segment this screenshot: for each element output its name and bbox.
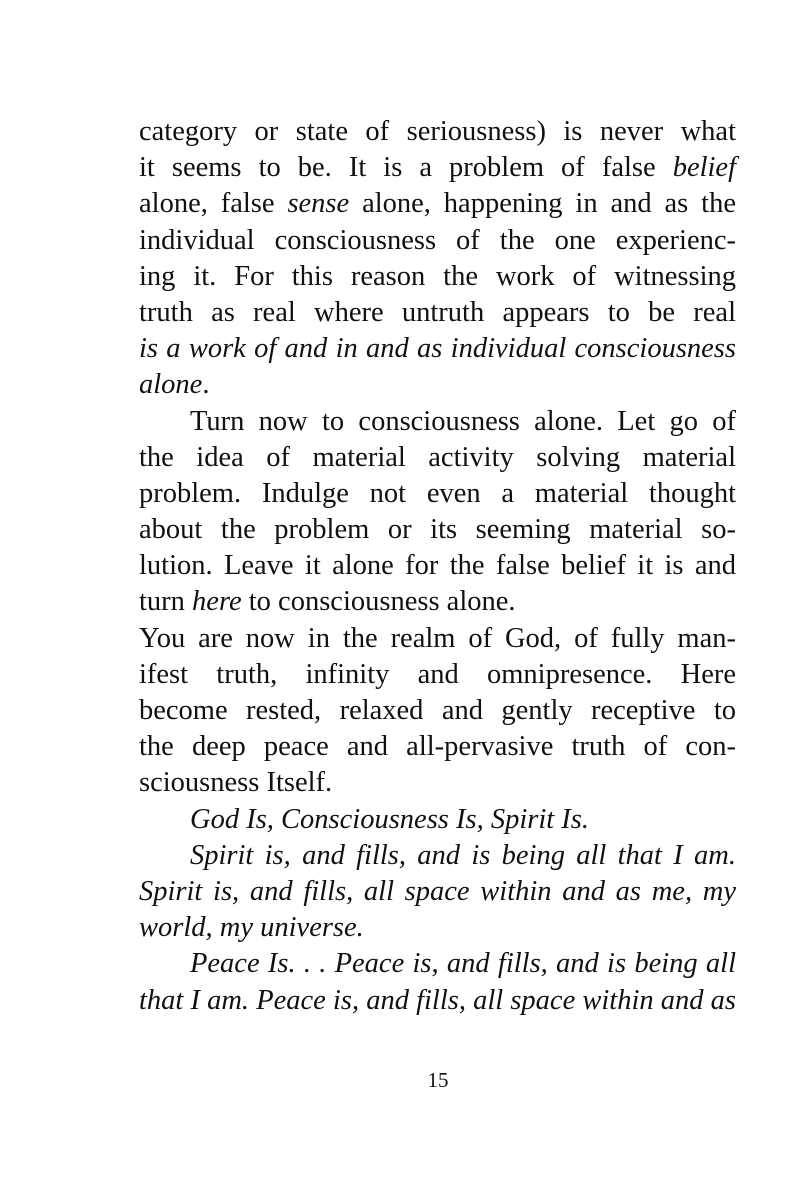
page-body-text [139, 114, 736, 1019]
text-line [139, 657, 736, 693]
text-segment: alone, false [139, 188, 288, 220]
text-line [139, 946, 736, 982]
italic-text-segment: here [192, 586, 242, 618]
text-line [139, 259, 736, 295]
text-segment: truth as real where untruth appears to be real [139, 296, 736, 328]
text-segment: the deep peace and all-pervasive truth of con- [139, 731, 736, 763]
text-line [139, 729, 736, 765]
text-line [139, 621, 736, 657]
text-segment: become rested, relaxed and gently receptive to [139, 695, 736, 726]
italic-text-segment: God Is, Consciousness Is, Spirit Is. [190, 803, 590, 835]
text-line [139, 440, 736, 476]
text-line [139, 584, 736, 620]
text-line [139, 223, 736, 259]
italic-text-segment: alone [139, 369, 203, 401]
italic-text-segment: Spirit is, and fills, and is being all that I am. [190, 839, 736, 871]
italic-text-segment: Peace Is. . . Peace is, and fills, and is being all [190, 948, 736, 980]
italic-text-segment: belief [672, 152, 736, 184]
text-line [139, 838, 736, 874]
text-segment: ifest truth, infinity and omnipresence. Here [139, 658, 736, 690]
italic-text-segment: that I am. Peace is, and fills, all space within and as [139, 984, 736, 1016]
text-segment: sciousness Itself. [139, 767, 333, 799]
text-line [139, 404, 736, 440]
italic-text-segment: world, my universe. [139, 912, 364, 944]
text-line [139, 693, 736, 729]
text-segment: problem. Indulge not even a material thought [139, 477, 736, 509]
text-line [139, 512, 736, 548]
text-line [139, 295, 736, 331]
page-number: 15 [427, 1068, 449, 1092]
text-segment: You are now in the realm of God, of fully man- [139, 622, 736, 654]
text-segment: . [202, 369, 210, 401]
text-segment: the idea of material activity solving material [139, 441, 736, 473]
text-segment: individual consciousness of the one experienc- [139, 224, 736, 256]
text-segment: turn [139, 586, 193, 618]
text-line [139, 331, 736, 367]
text-line [139, 910, 736, 946]
text-segment: about the problem or its seeming material so- [139, 514, 736, 546]
text-segment: alone, happening in and as the [349, 188, 736, 220]
text-line [139, 476, 736, 512]
text-line [139, 874, 736, 910]
text-line [139, 765, 736, 801]
text-line [139, 802, 736, 838]
italic-text-segment: Spirit is, and fills, all space within and as me, my [139, 875, 736, 907]
text-segment: ing it. For this reason the work of witnessing [139, 260, 736, 292]
text-segment: it seems to be. It is a problem of false [139, 152, 673, 184]
text-line [139, 186, 736, 222]
text-line [139, 983, 736, 1019]
text-line [139, 367, 736, 403]
text-segment: lution. Leave it alone for the false belief it is and [139, 550, 736, 582]
text-line [139, 150, 736, 186]
text-segment: Turn now to consciousness alone. Let go of [190, 405, 736, 437]
text-segment: to consciousness alone. [241, 586, 516, 618]
text-segment: category or state of seriousness) is never what [139, 116, 736, 147]
text-line [139, 548, 736, 584]
text-line [139, 114, 736, 150]
italic-text-segment: is a work of and in and as individual consciousness [139, 333, 736, 365]
italic-text-segment: sense [287, 188, 350, 220]
